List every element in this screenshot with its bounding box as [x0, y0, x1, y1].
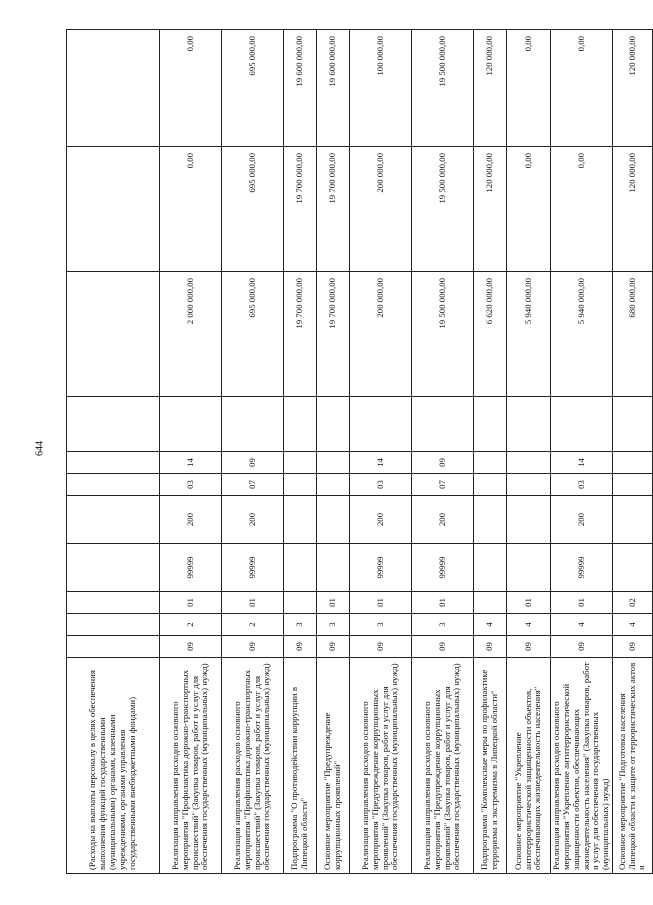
code-cell — [67, 496, 160, 544]
code-cell — [507, 544, 551, 592]
code-cell: 14 — [350, 452, 412, 474]
code-cell: 09 — [350, 636, 412, 658]
row-name-cell: Реализация направления расходов основного мероприятия "Профилактика дорожно-транспортных происшествий" (Закупка товаров, работ и услуг для обеспечения государственных (муниципальных) нужд) — [222, 658, 284, 874]
code-cell — [67, 544, 160, 592]
code-cell — [284, 496, 317, 544]
code-cell — [507, 496, 551, 544]
code-cell: 01 — [317, 592, 350, 614]
table-row — [67, 30, 160, 874]
table-row — [474, 30, 507, 874]
amount-cell: 6 620 000,00 — [474, 272, 507, 397]
table-row — [284, 30, 317, 874]
code-cell — [507, 397, 551, 452]
amount-cell: 120 000,00 — [613, 147, 653, 272]
amount-cell: 100 000,00 — [350, 30, 412, 147]
table-row — [222, 30, 284, 874]
table-body — [67, 30, 653, 874]
amount-cell: 19 500 000,00 — [412, 147, 474, 272]
code-cell — [350, 397, 412, 452]
code-cell: 200 — [350, 496, 412, 544]
code-cell — [474, 452, 507, 474]
amount-cell: 200 000,00 — [350, 147, 412, 272]
code-cell — [160, 397, 222, 452]
table-row — [507, 30, 551, 874]
amount-cell: 695 000,00 — [222, 272, 284, 397]
code-cell: 01 — [507, 592, 551, 614]
code-cell: 200 — [551, 496, 613, 544]
code-cell: 200 — [222, 496, 284, 544]
amount-cell: 19 500 000,00 — [412, 272, 474, 397]
code-cell: 14 — [551, 452, 613, 474]
code-cell: 4 — [551, 614, 613, 636]
code-cell — [317, 496, 350, 544]
amount-cell: 5 940 000,00 — [507, 272, 551, 397]
code-cell: 4 — [507, 614, 551, 636]
code-cell — [507, 474, 551, 496]
amount-cell — [67, 30, 160, 147]
code-cell: 09 — [551, 636, 613, 658]
rotated-page — [66, 30, 647, 874]
code-cell — [67, 592, 160, 614]
row-name-cell: Реализация направления расходов основного мероприятия "Предупреждение коррупционных проявлений" (Закупка товаров, работ и услуг для обеспечения государственных (муниципальных) нужд) — [350, 658, 412, 874]
code-cell: 3 — [317, 614, 350, 636]
amount-cell: 120 000,00 — [474, 30, 507, 147]
amount-cell: 0,00 — [160, 147, 222, 272]
table-row — [317, 30, 350, 874]
code-cell — [474, 544, 507, 592]
code-cell — [67, 397, 160, 452]
code-cell — [222, 397, 284, 452]
code-cell: 09 — [222, 636, 284, 658]
code-cell: 2 — [160, 614, 222, 636]
row-name-cell: Подпрограмма "О противодействии коррупции в Липецкой области" — [284, 658, 317, 874]
code-cell — [284, 544, 317, 592]
code-cell: 09 — [474, 636, 507, 658]
amount-cell: 200 000,00 — [350, 272, 412, 397]
row-name-cell: Основное мероприятие "Укрепление антитеррористической защищенности объектов, обеспечивающих жизнедеятельность населения" — [507, 658, 551, 874]
code-cell — [613, 544, 653, 592]
code-cell — [284, 452, 317, 474]
row-name-cell: Подпрограмма "Комплексные меры по профилактике терроризма и экстремизма в Липецкой области" — [474, 658, 507, 874]
amount-cell: 19 700 000,00 — [284, 147, 317, 272]
amount-cell: 0,00 — [551, 147, 613, 272]
code-cell: 02 — [613, 592, 653, 614]
code-cell: 07 — [222, 474, 284, 496]
code-cell — [67, 636, 160, 658]
code-cell: 4 — [474, 614, 507, 636]
code-cell — [284, 397, 317, 452]
code-cell: 09 — [613, 636, 653, 658]
code-cell: 03 — [160, 474, 222, 496]
code-cell — [507, 452, 551, 474]
code-cell: 01 — [222, 592, 284, 614]
code-cell — [613, 496, 653, 544]
code-cell — [284, 474, 317, 496]
code-cell — [317, 397, 350, 452]
code-cell: 09 — [412, 636, 474, 658]
amount-cell: 19 500 000,00 — [412, 30, 474, 147]
code-cell: 09 — [160, 636, 222, 658]
code-cell — [67, 614, 160, 636]
amount-cell: 19 600 000,00 — [317, 30, 350, 147]
page-number: 644 — [34, 441, 46, 456]
code-cell: 09 — [412, 452, 474, 474]
amount-cell: 2 000 000,00 — [160, 272, 222, 397]
amount-cell: 680 000,00 — [613, 272, 653, 397]
code-cell — [613, 474, 653, 496]
table-row — [160, 30, 222, 874]
code-cell: 2 — [222, 614, 284, 636]
code-cell — [474, 496, 507, 544]
code-cell: 01 — [350, 592, 412, 614]
code-cell — [551, 397, 613, 452]
code-cell — [67, 474, 160, 496]
row-name-cell: Реализация направления расходов основного мероприятия "Профилактика дорожно-транспортных происшествий" (Закупка товаров, работ и услуг для обеспечения государственных (муниципальных) нужд) — [160, 658, 222, 874]
code-cell: 3 — [284, 614, 317, 636]
code-cell: 99999 — [160, 544, 222, 592]
table-row — [613, 30, 653, 874]
code-cell: 01 — [551, 592, 613, 614]
code-cell — [317, 544, 350, 592]
row-name-cell: (Расходы на выплаты персоналу в целях обеспечения выполнения функций государственными (муниципальными) органами, казенными учреждениями, органами управления государственными внебюджетными фондами) — [67, 658, 160, 874]
code-cell: 4 — [613, 614, 653, 636]
code-cell: 03 — [350, 474, 412, 496]
code-cell — [412, 397, 474, 452]
code-cell: 200 — [160, 496, 222, 544]
amount-cell: 0,00 — [551, 30, 613, 147]
code-cell — [317, 452, 350, 474]
amount-cell: 120 000,00 — [613, 30, 653, 147]
budget-table — [66, 29, 653, 874]
code-cell: 3 — [412, 614, 474, 636]
row-name-cell: Реализация направления расходов основного мероприятия "Предупреждение коррупционных проявлений" (Закупка товаров, работ и услуг для обеспечения государственных (муниципальных) нужд) — [412, 658, 474, 874]
code-cell: 09 — [222, 452, 284, 474]
row-name-cell: Основное мероприятие "Подготовка населения Липецкой области к защите от террористических актов и — [613, 658, 653, 874]
amount-cell: 0,00 — [507, 30, 551, 147]
code-cell: 99999 — [412, 544, 474, 592]
amount-cell — [67, 147, 160, 272]
code-cell — [474, 474, 507, 496]
code-cell: 200 — [412, 496, 474, 544]
code-cell: 03 — [551, 474, 613, 496]
code-cell: 99999 — [551, 544, 613, 592]
code-cell: 01 — [160, 592, 222, 614]
amount-cell: 19 600 000,00 — [284, 30, 317, 147]
table-row — [551, 30, 613, 874]
code-cell: 01 — [412, 592, 474, 614]
amount-cell: 19 700 000,00 — [317, 147, 350, 272]
code-cell: 99999 — [222, 544, 284, 592]
amount-cell: 695 000,00 — [222, 30, 284, 147]
row-name-cell: Реализация направления расходов основного мероприятия "Укрепление антитеррористической защищенности объектов, обеспечивающих жизнедеятельность населения" (Закупка товаров, работ и услуг для обеспечения государственных (муниципальных) нужд) — [551, 658, 613, 874]
code-cell: 99999 — [350, 544, 412, 592]
amount-cell: 5 940 000,00 — [551, 272, 613, 397]
amount-cell: 0,00 — [160, 30, 222, 147]
code-cell — [613, 397, 653, 452]
table-row — [412, 30, 474, 874]
code-cell — [474, 592, 507, 614]
code-cell — [317, 474, 350, 496]
code-cell: 09 — [284, 636, 317, 658]
code-cell: 07 — [412, 474, 474, 496]
code-cell — [284, 592, 317, 614]
code-cell: 09 — [507, 636, 551, 658]
amount-cell — [67, 272, 160, 397]
amount-cell: 0,00 — [507, 147, 551, 272]
code-cell — [613, 452, 653, 474]
code-cell — [474, 397, 507, 452]
code-cell: 09 — [317, 636, 350, 658]
row-name-cell: Основное мероприятие "Предупреждение коррупционных проявлений" — [317, 658, 350, 874]
amount-cell: 19 700 000,00 — [317, 272, 350, 397]
code-cell: 3 — [350, 614, 412, 636]
table-row — [350, 30, 412, 874]
code-cell: 14 — [160, 452, 222, 474]
amount-cell: 19 700 000,00 — [284, 272, 317, 397]
amount-cell: 120 000,00 — [474, 147, 507, 272]
code-cell — [67, 452, 160, 474]
amount-cell: 695 000,00 — [222, 147, 284, 272]
